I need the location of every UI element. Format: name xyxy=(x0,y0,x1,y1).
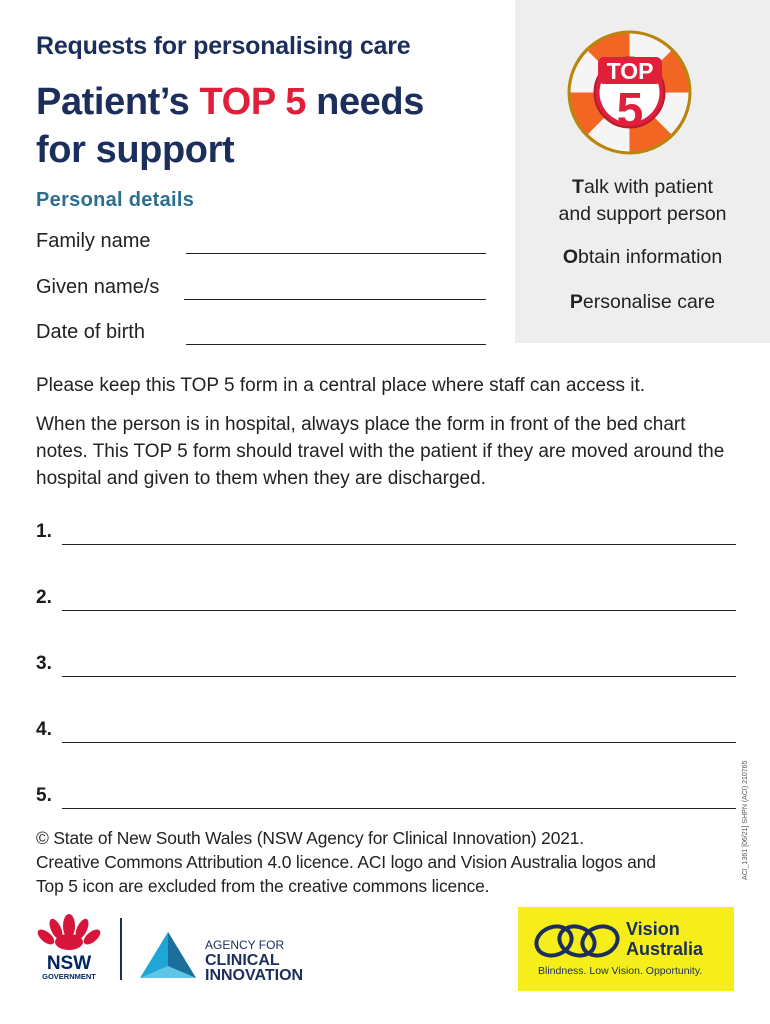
form-subtitle: Requests for personalising care xyxy=(36,32,411,60)
vision-australia-eyes-icon xyxy=(532,919,622,963)
vision-australia-logo xyxy=(518,907,734,991)
copyright-line-3: Top 5 icon are excluded from the creative commons licence. xyxy=(36,876,490,896)
copyright-line-2: Creative Commons Attribution 4.0 licence. ACI logo and Vision Australia logos and xyxy=(36,852,656,872)
given-names-field[interactable] xyxy=(36,276,486,302)
title-line2: for support xyxy=(36,129,235,171)
form-title xyxy=(36,78,424,174)
document-code: ACI_1361 [06/21] SHPN (ACI) 210765 xyxy=(742,760,749,880)
step-obtain-text: btain information xyxy=(578,246,723,268)
title-prefix: Patient’s xyxy=(36,81,200,123)
title-suffix: needs xyxy=(305,81,424,123)
need-3-number: 3. xyxy=(36,653,52,674)
date-of-birth-field[interactable] xyxy=(36,321,486,347)
vision-line-1: Vision xyxy=(626,919,680,939)
aci-triangle-icon xyxy=(138,930,198,980)
need-4-number: 4. xyxy=(36,719,52,740)
aci-line-2: CLINICAL xyxy=(205,952,280,969)
instruction-keep: Please keep this TOP 5 form in a central place where staff can access it. xyxy=(36,375,646,396)
nsw-government-logo xyxy=(34,912,104,984)
vision-tagline: Blindness. Low Vision. Opportunity. xyxy=(538,965,703,977)
need-1-line[interactable] xyxy=(36,521,736,547)
step-talk-line2: and support person xyxy=(558,203,727,225)
family-name-label: Family name xyxy=(36,230,151,252)
title-highlight: TOP 5 xyxy=(199,81,306,123)
need-4-line[interactable] xyxy=(36,719,736,745)
need-5-line[interactable] xyxy=(36,785,736,811)
copyright-line-1: © State of New South Wales (NSW Agency for Clinical Innovation) 2021. xyxy=(36,828,584,848)
badge-number: 5 xyxy=(616,84,644,137)
date-of-birth-label: Date of birth xyxy=(36,321,145,343)
step-obtain xyxy=(515,244,770,271)
step-talk-initial: T xyxy=(572,176,584,198)
step-talk-text: alk with patient xyxy=(583,176,713,198)
step-obtain-initial: O xyxy=(562,246,578,268)
need-2-number: 2. xyxy=(36,587,52,608)
nsw-logo-sub: GOVERNMENT xyxy=(42,972,96,981)
need-2-line[interactable] xyxy=(36,587,736,613)
given-names-label: Given name/s xyxy=(36,276,160,298)
step-personalise-text: ersonalise care xyxy=(582,291,716,313)
copyright-notice xyxy=(36,826,736,898)
step-talk xyxy=(515,174,770,228)
need-1-number: 1. xyxy=(36,521,52,542)
badge-top-text: TOP xyxy=(606,58,654,84)
personal-details-heading: Personal details xyxy=(36,189,195,211)
logo-divider xyxy=(120,918,122,980)
instruction-hospital: When the person is in hospital, always place the form in front of the bed chart notes. This TOP 5 form should travel with the patient if they are moved around the hospital and given to them when they are discharged. xyxy=(36,414,725,489)
lifebuoy-icon xyxy=(566,29,693,156)
family-name-field[interactable] xyxy=(36,230,486,256)
aci-line-3: INNOVATION xyxy=(205,967,304,984)
step-personalise xyxy=(515,289,770,316)
need-3-line[interactable] xyxy=(36,653,736,679)
need-5-number: 5. xyxy=(36,785,52,806)
step-personalise-initial: P xyxy=(569,291,583,313)
aci-line-1: AGENCY FOR xyxy=(205,938,285,952)
aci-logo-text xyxy=(205,938,303,983)
vision-australia-name xyxy=(626,919,703,959)
vision-line-2: Australia xyxy=(626,939,704,959)
nsw-logo-name: NSW xyxy=(46,953,92,974)
